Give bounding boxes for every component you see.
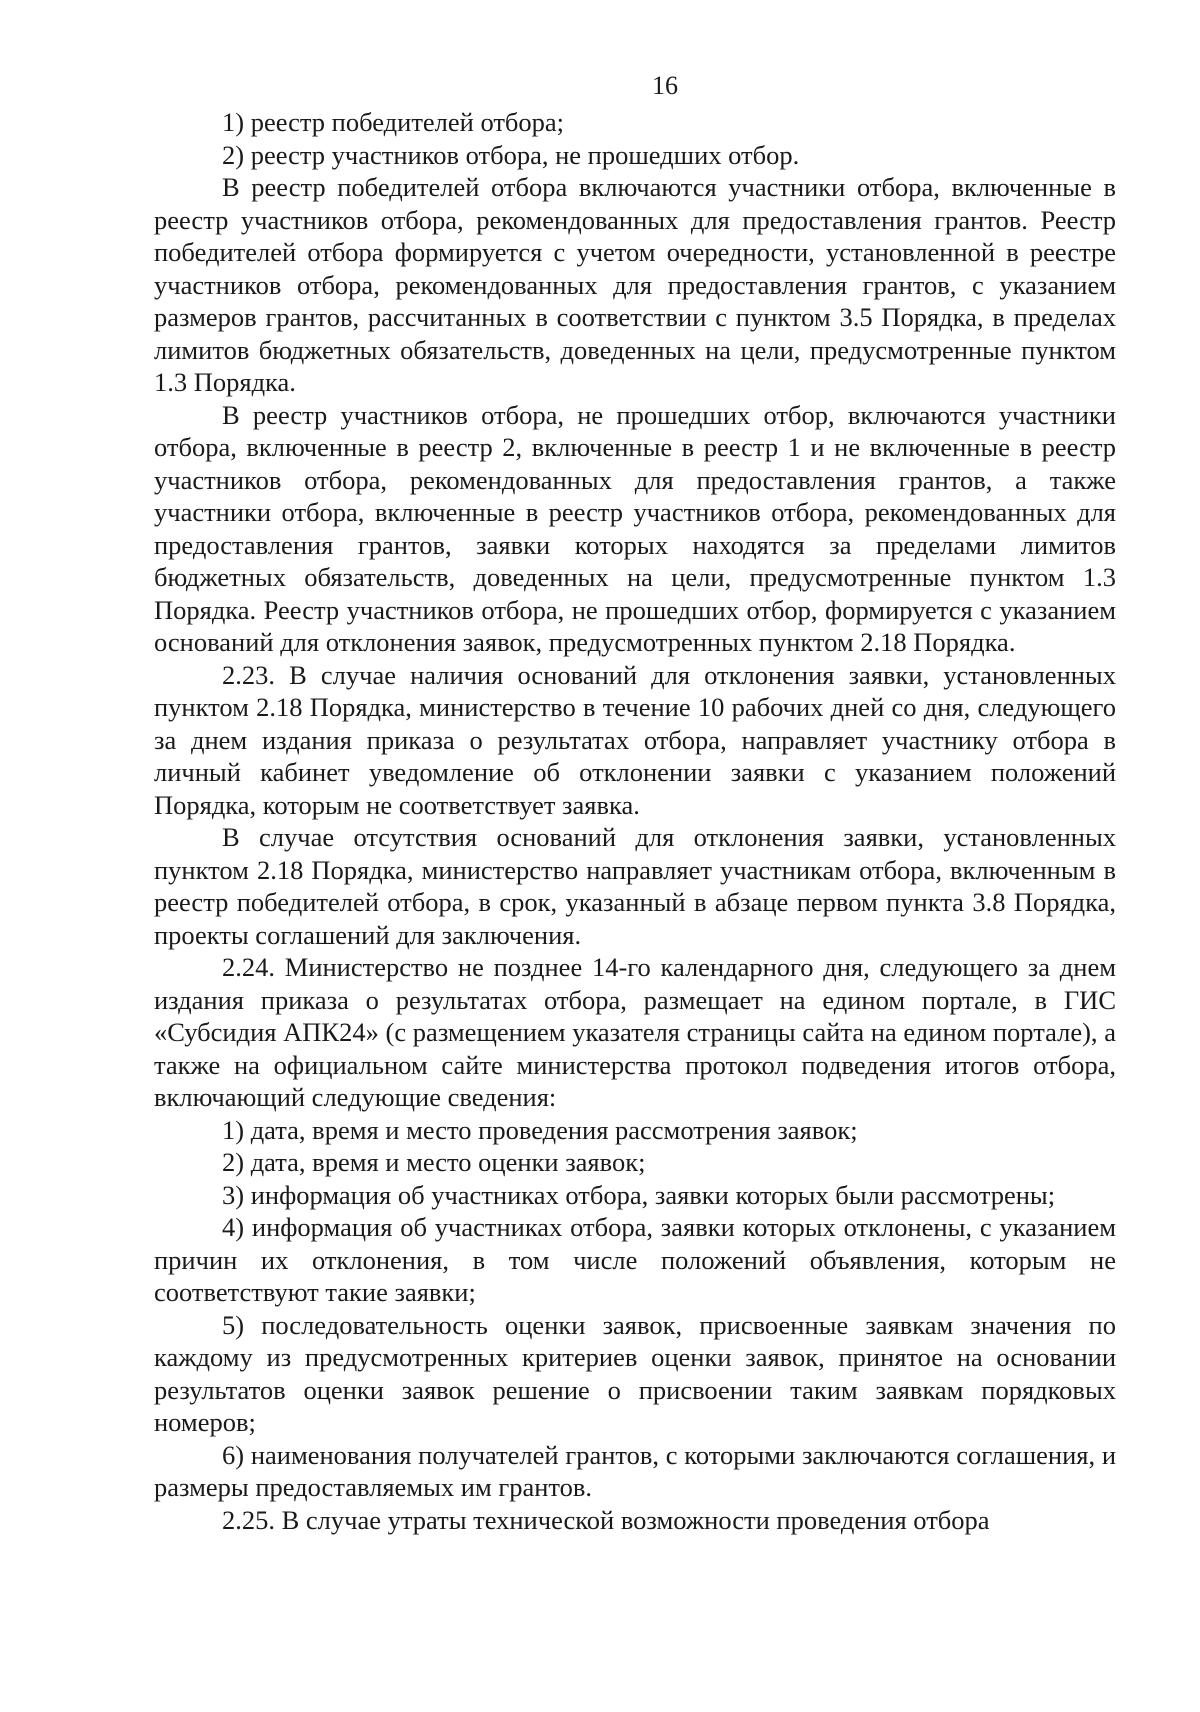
list-item-1: 1) дата, время и место проведения рассмотрения заявок; — [222, 1114, 858, 1145]
page-number: 16 — [652, 71, 678, 100]
paragraph-2-24: 2.24. Министерство не позднее 14-го календарного дня, следующего за днем издания приказа о результатах отбора, размещает на едином портале, в ГИС «Субсидия АПК24» (с размещением указателя страницы сайта на едином портале), а также на официальном сайте министерства протокол подведения итогов отбора, включающий следующие сведения: — [154, 952, 1116, 1112]
list-item-5: 5) последовательность оценки заявок, присвоенные заявкам значения по каждому из предусмотренных критериев оценки заявок, принятое на основании результатов оценки заявок решение о присвоении таким заявкам порядковых номеров; — [154, 1309, 1116, 1437]
paragraph-not-passed-registry: В реестр участников отбора, не прошедших отбор, включаются участники отбора, включенные в реестр 2, включенные в реестр 1 и не включенные в реестр участников отбора, рекомендованных для предоставления грантов, а также участники отбора, включенные в реестр участников отбора, рекомендованных для предоставления грантов, заявки которых находятся за пределами лимитов бюджетных обязательств, доведенных на цели, предусмотренные пунктом 1.3 Порядка. Реестр участников отбора, не прошедших отбор, формируется с указанием оснований для отклонения заявок, предусмотренных пунктом 2.18 Порядка. — [154, 399, 1116, 657]
paragraph-2-25: 2.25. В случае утраты технической возможности проведения отбора — [222, 1504, 990, 1535]
paragraph-winners-registry: В реестр победителей отбора включаются участники отбора, включенные в реестр участников отбора, рекомендованных для предоставления грантов. Реестр победителей отбора формируется с учетом очередности, установленной в реестре участников отбора, рекомендованных для предоставления грантов, с указанием размеров грантов, рассчитанных в соответствии с пунктом 3.5 Порядка, в пределах лимитов бюджетных обязательств, доведенных на цели, предусмотренные пунктом 1.3 Порядка. — [154, 172, 1116, 397]
document-page — [154, 70, 1116, 1536]
list-item-6: 6) наименования получателей грантов, с которыми заключаются соглашения, и размеры предоставляемых им грантов. — [154, 1439, 1116, 1502]
list-item-2: 2) дата, время и место оценки заявок; — [222, 1147, 646, 1177]
list-item-4: 4) информация об участниках отбора, заявки которых отклонены, с указанием причин их отклонения, в том числе положений объявления, которым не соответствуют такие заявки; — [154, 1212, 1116, 1307]
list-item-winners-registry: 1) реестр победителей отбора; — [222, 107, 565, 137]
list-item-3: 3) информация об участниках отбора, заявки которых были рассмотрены; — [222, 1179, 1056, 1210]
list-item-not-passed-registry: 2) реестр участников отбора, не прошедших отбор. — [222, 139, 800, 170]
paragraph-no-rejection-grounds: В случае отсутствия оснований для отклонения заявки, установленных пунктом 2.18 Порядка, министерство направляет участникам отбора, включенным в реестр победителей отбора, в срок, указанный в абзаце первом пункта 3.8 Порядка, проекты соглашений для заключения. — [154, 822, 1116, 950]
paragraph-2-23: 2.23. В случае наличия оснований для отклонения заявки, установленных пунктом 2.18 Порядка, министерство в течение 10 рабочих дней со дня, следующего за днем издания приказа о результатах отбора, направляет участнику отбора в личный кабинет уведомление об отклонении заявки с указанием положений Порядка, которым не соответствует заявка. — [154, 659, 1116, 820]
